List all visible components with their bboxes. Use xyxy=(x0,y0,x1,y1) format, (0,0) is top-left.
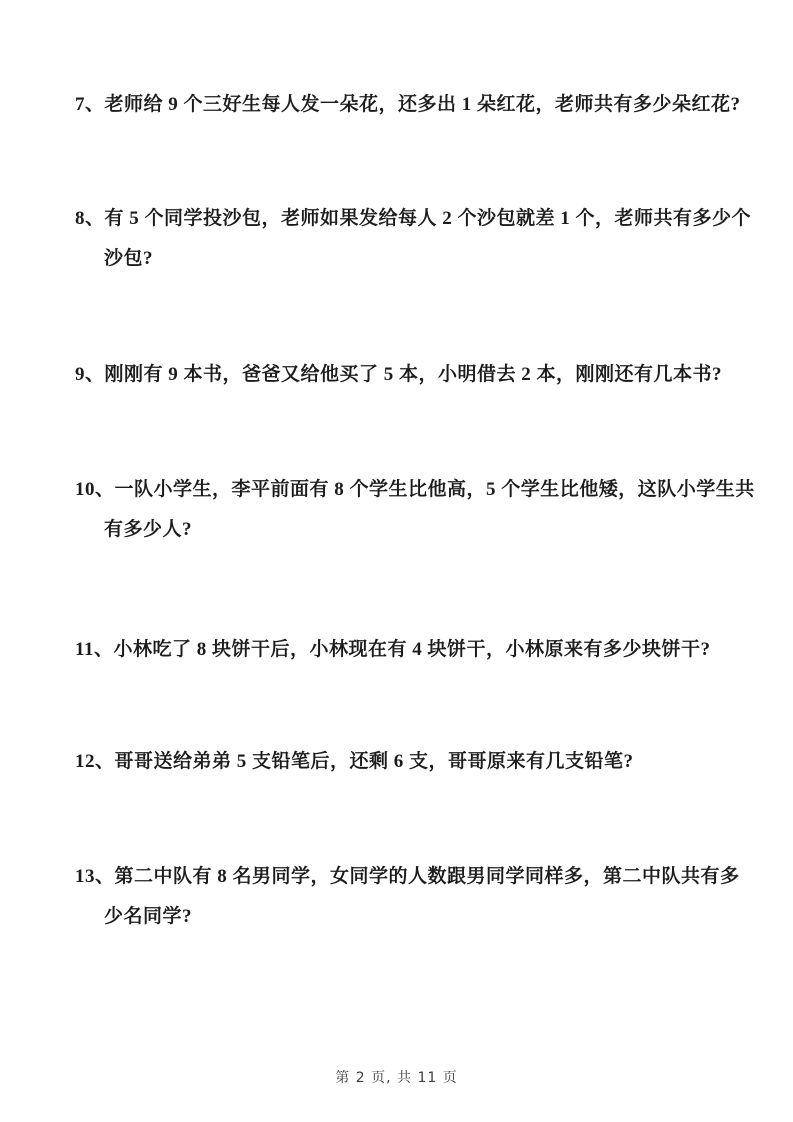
question-13-line-2: 少名同学? xyxy=(104,906,193,927)
question-9 xyxy=(75,355,735,395)
question-8 xyxy=(75,199,752,279)
question-9-line-1: 刚刚有 9 本书，爸爸又给他买了 5 本，小明借去 2 本，刚刚还有几本书? xyxy=(104,364,723,385)
question-11-line-1: 小林吃了 8 块饼干后，小林现在有 4 块饼干，小林原来有多少块饼干? xyxy=(113,639,711,660)
question-13-number: 13、 xyxy=(75,866,115,887)
question-11-number: 11、 xyxy=(75,639,114,660)
page-footer xyxy=(0,1068,793,1088)
question-9-number: 9、 xyxy=(75,364,105,385)
page-indicator: 第 2 页, 共 11 页 xyxy=(335,1070,458,1086)
question-7-number: 7、 xyxy=(75,94,105,115)
question-12 xyxy=(75,742,735,782)
question-10-line-2: 有多少人? xyxy=(104,519,193,540)
question-8-line-2: 沙包? xyxy=(104,248,154,269)
question-11 xyxy=(75,630,735,670)
question-12-line-1: 哥哥送给弟弟 5 支铅笔后，还剩 6 支，哥哥原来有几支铅笔? xyxy=(114,751,634,772)
question-7-line-1: 老师给 9 个三好生每人发一朵花，还多出 1 朵红花，老师共有多少朵红花? xyxy=(104,94,741,115)
question-13 xyxy=(75,857,740,937)
question-10 xyxy=(75,470,755,550)
question-8-number: 8、 xyxy=(75,208,105,229)
question-7 xyxy=(75,85,741,125)
question-12-number: 12、 xyxy=(75,751,115,772)
question-10-number: 10、 xyxy=(75,479,115,500)
question-10-line-1: 一队小学生，李平前面有 8 个学生比他高，5 个学生比他矮，这队小学生共 xyxy=(114,479,755,500)
question-8-line-1: 有 5 个同学投沙包，老师如果发给每人 2 个沙包就差 1 个，老师共有多少个 xyxy=(104,208,752,229)
question-13-line-1: 第二中队有 8 名男同学，女同学的人数跟男同学同样多，第二中队共有多 xyxy=(114,866,740,887)
